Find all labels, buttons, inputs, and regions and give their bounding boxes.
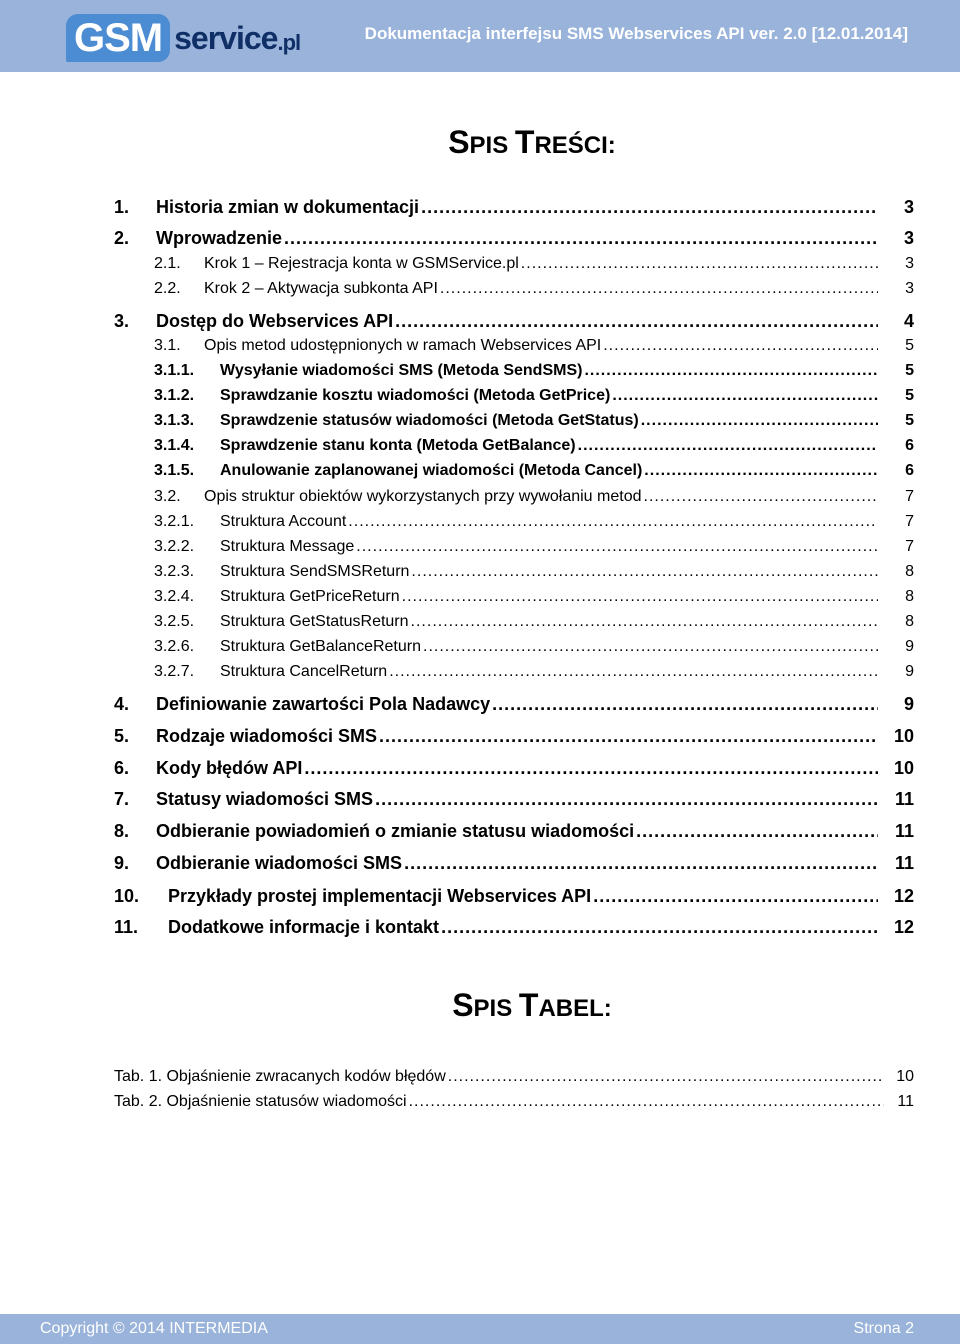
toc-entry-number: 2. [114,228,130,248]
toc-heading [52,124,960,161]
page-footer [0,1314,960,1344]
logo-gsm-text: GSM [66,14,170,62]
toc-entry-number: 2.1. [154,255,181,272]
toc-entry-title: Opis struktur obiektów wykorzystanych przy wywołaniu metod [204,488,642,505]
toc-entry-title: Sprawdzanie kosztu wiadomości (Metoda GetPrice) [220,387,611,404]
toc-entry-number: 6. [114,758,130,778]
toc-entry-page: 6 [905,437,914,454]
table-list-title: Tab. 2. Objaśnienie statusów wiadomości [114,1093,407,1110]
toc-entry-leader-line [220,412,880,430]
toc-entry-page: 8 [905,563,914,580]
toc-entry-page: 3 [905,280,914,297]
toc-entry-title: Odbieranie wiadomości SMS [156,853,403,873]
toc-entry-leader-line [168,917,880,938]
toc-entry-page: 10 [893,758,914,778]
toc-entry-dot-leader [644,462,878,480]
toc-entry-number: 2.2. [154,280,181,297]
table-list-title: Tab. 1. Objaśnienie zwracanych kodów błędów [114,1068,446,1085]
toc-entry-leader-line [220,638,880,656]
toc-entry-leader-line [204,337,880,355]
toc-entry-number: 3.2. [154,488,181,505]
toc-entry-dot-leader [593,886,878,907]
toc-entry-title: Dostęp do Webservices API [156,311,394,331]
table-list-leader-line [114,1068,886,1086]
toc-entry-page: 8 [905,588,914,605]
toc-entry-page: 3 [903,197,914,217]
toc-entry-title: Struktura Account [220,513,347,530]
toc-entry-title: Struktura GetStatusReturn [220,613,409,630]
toc-entry-number: 3.1.4. [154,437,195,454]
toc-entry-title: Przykłady prostej implementacji Webservices API [168,886,592,906]
toc-entry-leader-line [156,758,880,779]
toc-entry-number: 3.1. [154,337,181,354]
table-list-page: 10 [896,1068,914,1085]
toc-entry[interactable] [0,412,960,436]
toc-entry-dot-leader [603,337,878,355]
toc-entry-dot-leader [521,255,878,273]
toc-entry[interactable] [0,488,960,512]
toc-entry-leader-line [220,613,880,631]
logo-pl-text: .pl [277,30,301,55]
toc-entry[interactable] [0,387,960,411]
toc-entry-title: Wprowadzenie [156,228,283,248]
footer-page-number: Strona 2 [853,1320,914,1337]
toc-entry[interactable] [0,613,960,637]
toc-heading-rest2: REŚCI: [534,132,616,159]
toc-entry-page: 8 [905,613,914,630]
toc-entry-title: Struktura GetBalanceReturn [220,638,421,655]
toc-entry-leader-line [220,462,880,480]
toc-entry-leader-line [156,694,880,715]
toc-entry-page: 11 [894,853,914,873]
toc-entry-page: 7 [905,538,914,555]
toc-entry-leader-line [220,387,880,405]
toc-entry-leader-line [220,588,880,606]
toc-entry-page: 3 [905,255,914,272]
toc-entry-dot-leader [441,917,878,938]
toc-entry-leader-line [220,362,880,380]
toc-entry[interactable] [0,789,960,813]
tables-heading-rest1: PIS [473,995,519,1022]
toc-entry-title: Struktura Message [220,538,355,555]
toc-entry-dot-leader [492,694,878,715]
toc-entry-page: 12 [893,886,914,906]
toc-entry-page: 7 [905,488,914,505]
toc-entry-number: 3.2.2. [154,538,195,555]
toc-entry-page: 10 [893,726,914,746]
toc-entry[interactable] [0,853,960,877]
toc-entry-leader-line [156,789,880,810]
toc-entry-dot-leader [411,563,878,581]
toc-entry-title: Struktura GetPriceReturn [220,588,400,605]
toc-entry-leader-line [168,886,880,907]
toc-entry-title: Odbieranie powiadomień o zmianie statusu wiadomości [156,821,635,841]
toc-entry-page: 4 [903,311,914,331]
toc-entry-number: 3.2.5. [154,613,195,630]
document-title: Dokumentacja interfejsu SMS Webservices API ver. 2.0 [12.01.2014] [364,24,908,43]
toc-entry[interactable] [0,886,960,910]
toc-entry-leader-line [156,726,880,747]
toc-entry-dot-leader [356,538,878,556]
toc-entry[interactable] [0,337,960,361]
toc-entry[interactable] [0,663,960,687]
toc-entry-number: 3.2.6. [154,638,195,655]
toc-entry-leader-line [220,663,880,681]
footer-copyright: Copyright © 2014 INTERMEDIA [40,1320,268,1337]
toc-entry-dot-leader [284,228,878,249]
toc-entry[interactable] [0,917,960,941]
toc-entry-dot-leader [612,387,878,405]
toc-entry-dot-leader [389,663,878,681]
toc-entry-title: Krok 2 – Aktywacja subkonta API [204,280,438,297]
toc-entry-page: 9 [905,663,914,680]
toc-entry-leader-line [156,197,880,218]
tables-heading-cap1: S [452,987,474,1023]
toc-entry-number: 10. [114,886,140,906]
toc-entry[interactable] [0,726,960,750]
toc-entry-number: 4. [114,694,130,714]
toc-entry[interactable] [0,197,960,221]
toc-entry-title: Definiowanie zawartości Pola Nadawcy [156,694,491,714]
table-list-dot-leader [409,1093,884,1111]
toc-entry-number: 1. [114,197,130,217]
page-header [0,0,960,72]
toc-entry[interactable] [0,362,960,386]
toc-entry-number: 3.2.1. [154,513,195,530]
toc-heading-cap2: T [514,124,535,160]
toc-entry-number: 3.1.5. [154,462,195,479]
toc-entry-title: Statusy wiadomości SMS [156,789,374,809]
toc-entry-leader-line [156,228,880,249]
tables-heading-rest2: ABEL: [538,995,612,1022]
toc-entry-title: Wysyłanie wiadomości SMS (Metoda SendSMS) [220,362,583,379]
toc-entry-title: Historia zmian w dokumentacji [156,197,420,217]
toc-entry-page: 5 [905,362,914,379]
toc-entry-title: Rodzaje wiadomości SMS [156,726,378,746]
toc-entry-title: Dodatkowe informacje i kontakt [168,917,440,937]
toc-entry-title: Sprawdzenie stanu konta (Metoda GetBalance) [220,437,576,454]
table-list-leader-line [114,1093,886,1111]
toc-entry-title: Struktura SendSMSReturn [220,563,410,580]
toc-entry-title: Anulowanie zaplanowanej wiadomości (Metoda Cancel) [220,462,643,479]
toc-entry-page: 7 [905,513,914,530]
toc-entry-number: 3.1.3. [154,412,195,429]
toc-entry-page: 9 [905,638,914,655]
toc-entry-title: Struktura CancelReturn [220,663,388,680]
toc-entry-number: 3.2.3. [154,563,195,580]
toc-entry-dot-leader [348,513,878,531]
toc-entry[interactable] [0,437,960,461]
toc-entry-leader-line [204,488,880,506]
toc-entry-dot-leader [644,488,879,506]
toc-entry-page: 11 [894,821,914,841]
toc-entry-number: 11. [114,917,139,937]
toc-entry-number: 3.1.1. [154,362,195,379]
toc-entry-dot-leader [636,821,878,842]
toc-entry-dot-leader [584,362,878,380]
tables-heading-cap2: T [518,987,539,1023]
toc-entry-page: 5 [905,387,914,404]
toc-entry-number: 3.1.2. [154,387,195,404]
toc-entry-number: 3.2.4. [154,588,195,605]
table-list-entry[interactable] [0,1068,960,1092]
toc-entry[interactable] [0,280,960,304]
toc-entry-leader-line [156,311,880,332]
toc-entry[interactable] [0,694,960,718]
toc-entry-title: Sprawdzenie statusów wiadomości (Metoda GetStatus) [220,412,639,429]
toc-entry-page: 9 [903,694,914,714]
gsmservice-logo [66,12,300,68]
toc-entry[interactable] [0,538,960,562]
toc-entry-page: 12 [893,917,914,937]
toc-heading-cap1: S [448,124,470,160]
toc-entry-leader-line [204,280,880,298]
toc-entry-leader-line [204,255,880,273]
toc-entry-leader-line [220,513,880,531]
toc-entry-number: 7. [114,789,130,809]
toc-entry-dot-leader [402,588,878,606]
toc-entry-title: Kody błędów API [156,758,303,778]
toc-entry[interactable] [0,821,960,845]
toc-entry-page: 6 [905,462,914,479]
toc-entry-number: 8. [114,821,130,841]
toc-entry-dot-leader [404,853,878,874]
toc-entry-leader-line [220,538,880,556]
toc-entry[interactable] [0,462,960,486]
toc-entry[interactable] [0,758,960,782]
toc-entry[interactable] [0,513,960,537]
toc-entry-title: Krok 1 – Rejestracja konta w GSMService.pl [204,255,519,272]
toc-entry-leader-line [220,563,880,581]
toc-entry-number: 9. [114,853,130,873]
toc-entry-page: 11 [894,789,914,809]
toc-entry[interactable] [0,255,960,279]
toc-entry-dot-leader [641,412,878,430]
toc-entry-dot-leader [395,311,878,332]
toc-entry[interactable] [0,638,960,662]
toc-entry-dot-leader [304,758,878,779]
tables-heading [52,987,960,1024]
toc-entry[interactable] [0,311,960,335]
toc-heading-rest1: PIS [469,132,515,159]
table-list-page: 11 [897,1093,914,1110]
toc-entry-dot-leader [379,726,878,747]
toc-entry-dot-leader [440,280,878,298]
toc-entry-dot-leader [411,613,878,631]
toc-entry-page: 5 [905,337,914,354]
toc-entry-number: 3. [114,311,130,331]
toc-entry[interactable] [0,228,960,252]
toc-entry-leader-line [156,853,880,874]
toc-entry-dot-leader [421,197,878,218]
toc-entry-page: 3 [903,228,914,248]
table-list-entry[interactable] [0,1093,960,1117]
logo-service-text: service [174,20,278,56]
toc-entry-page: 5 [905,412,914,429]
toc-entry[interactable] [0,588,960,612]
table-list-dot-leader [448,1068,884,1086]
toc-entry-number: 5. [114,726,130,746]
toc-entry-title: Opis metod udostępnionych w ramach Webservices API [204,337,602,354]
toc-entry-dot-leader [375,789,878,810]
toc-entry-dot-leader [423,638,878,656]
toc-entry-leader-line [156,821,880,842]
toc-entry-dot-leader [578,437,878,455]
toc-entry-leader-line [220,437,880,455]
toc-entry[interactable] [0,563,960,587]
toc-entry-number: 3.2.7. [154,663,195,680]
